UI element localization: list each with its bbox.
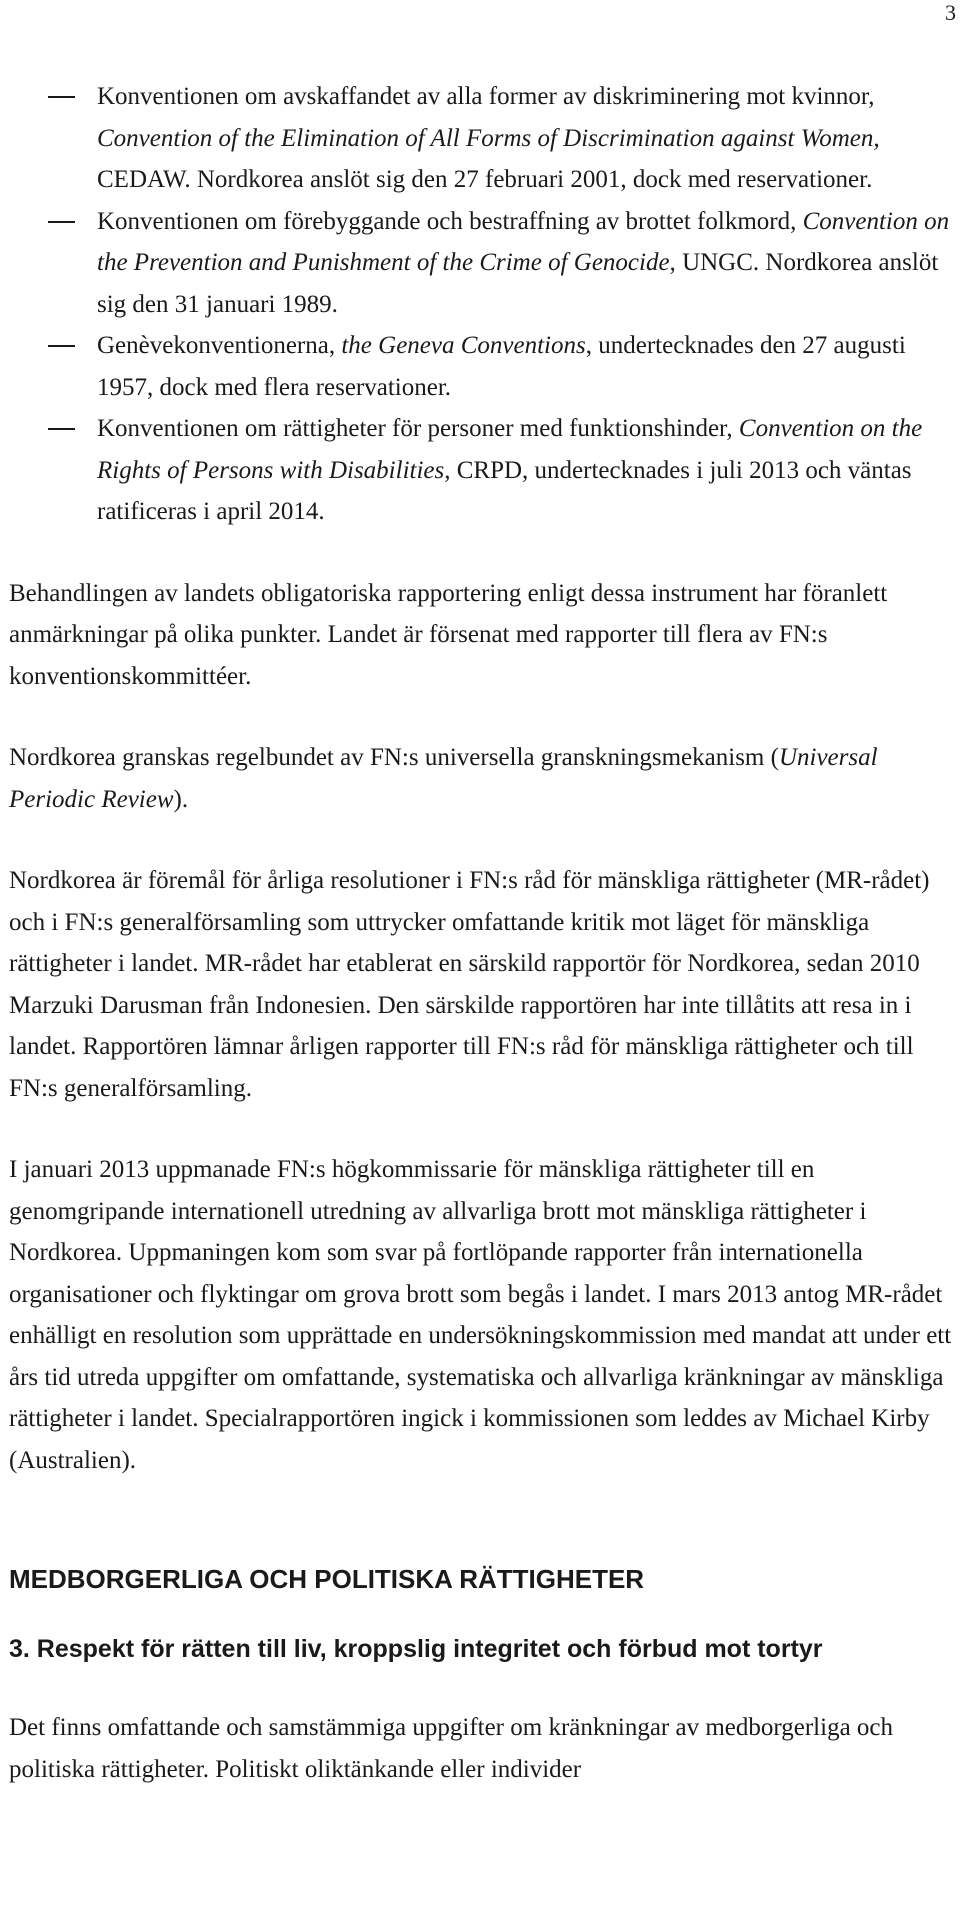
list-item-text: Genèvekonventionerna, bbox=[97, 332, 342, 359]
paragraph-commission: I januari 2013 uppmanade FN:s högkommissarie för mänskliga rättigheter till en genomgripande internationell utredning av allvarliga brott mot mänskliga rättigheter i Nordkorea. Uppmaningen kom som svar på fortlöpande rapporter från internationella organisationer och flyktingar om grova brott som begås i landet. I mars 2013 antog MR-rådet enhälligt en resolution som upprättade en undersökningskommission med mandat att under ett års tid utreda uppgifter om omfattande, systematiska och allvarliga kränkningar av mänskliga rättigheter i landet. Specialrapportören ingick i kommissionen som leddes av Michael Kirby (Australien). bbox=[9, 1156, 952, 1474]
list-item-italic: Convention of the Elimination of All Forms of Discrimination against Women, bbox=[97, 124, 880, 152]
paragraph-text: Nordkorea granskas regelbundet av FN:s universella granskningsmekanism ( bbox=[9, 744, 779, 771]
list-item-italic: Convention on the Prevention and Punishment of the Crime of Genocide, bbox=[97, 207, 950, 276]
paragraph-violations: Det finns omfattande och samstämmiga uppgifter om kränkningar av medborgerliga och politiska rättigheter. Politiskt oliktänkande eller individer bbox=[9, 1714, 894, 1783]
list-item bbox=[9, 201, 954, 326]
list-item-text: Konventionen om rättigheter för personer med funktionshinder, bbox=[97, 415, 739, 442]
list-item-text: Konventionen om förebyggande och bestraffning av brottet folkmord, bbox=[97, 207, 803, 235]
list-item-text: Konventionen om avskaffandet av alla former av diskriminering mot kvinnor, bbox=[97, 83, 875, 110]
sub-heading: 3. Respekt för rätten till liv, kroppslig integritet och förbud mot tortyr bbox=[9, 1635, 823, 1663]
list-item bbox=[9, 408, 954, 533]
document-body bbox=[9, 76, 954, 1790]
paragraph-upr bbox=[9, 737, 954, 820]
paragraph-italic: Universal Periodic Review bbox=[9, 744, 878, 813]
dash-bullet-icon bbox=[48, 96, 75, 98]
paragraph-reporting: Behandlingen av landets obligatoriska rapportering enligt dessa instrument har föranlett anmärkningar på olika punkter. Landet är försenat med rapporter till flera av FN:s konventionskommittéer. bbox=[9, 579, 888, 690]
page-number: 3 bbox=[945, 0, 956, 25]
paragraph-resolutions: Nordkorea är föremål för årliga resolutioner i FN:s råd för mänskliga rättigheter (MR-rådet) och i FN:s generalförsamling som uttrycker omfattande kritik mot läget för mänskliga rättigheter i landet. MR-rådet har etablerat en särskild rapportör för Nordkorea, sedan 2010 Marzuki Darusman från Indonesien. Den särskilde rapportören har inte tillåtits att resa in i landet. Rapportören lämnar årligen rapporter till FN:s råd för mänskliga rättigheter och till FN:s generalförsamling. bbox=[9, 867, 930, 1102]
dash-bullet-icon bbox=[48, 221, 75, 223]
list-item-italic: Convention on the Rights of Persons with Disabilities, bbox=[97, 415, 923, 484]
list-item-text: CRPD, undertecknades i juli 2013 och väntas ratificeras i april 2014. bbox=[97, 456, 912, 525]
paragraph-text: ). bbox=[173, 785, 189, 813]
dash-bullet-icon bbox=[48, 345, 75, 347]
list-item-text: CEDAW. Nordkorea anslöt sig den 27 februari 2001, dock med reservationer. bbox=[97, 166, 873, 193]
convention-list bbox=[9, 76, 954, 533]
list-item-text: , undertecknades den 27 augusti 1957, dock med flera reservationer. bbox=[97, 332, 906, 401]
list-item bbox=[9, 325, 954, 408]
dash-bullet-icon bbox=[48, 428, 75, 430]
list-item-italic: the Geneva Conventions bbox=[341, 332, 586, 359]
list-item bbox=[9, 76, 954, 201]
list-item-text: UNGC. Nordkorea anslöt sig den 31 januari 1989. bbox=[97, 249, 939, 318]
section-heading: MEDBORGERLIGA OCH POLITISKA RÄTTIGHETER bbox=[9, 1564, 645, 1594]
